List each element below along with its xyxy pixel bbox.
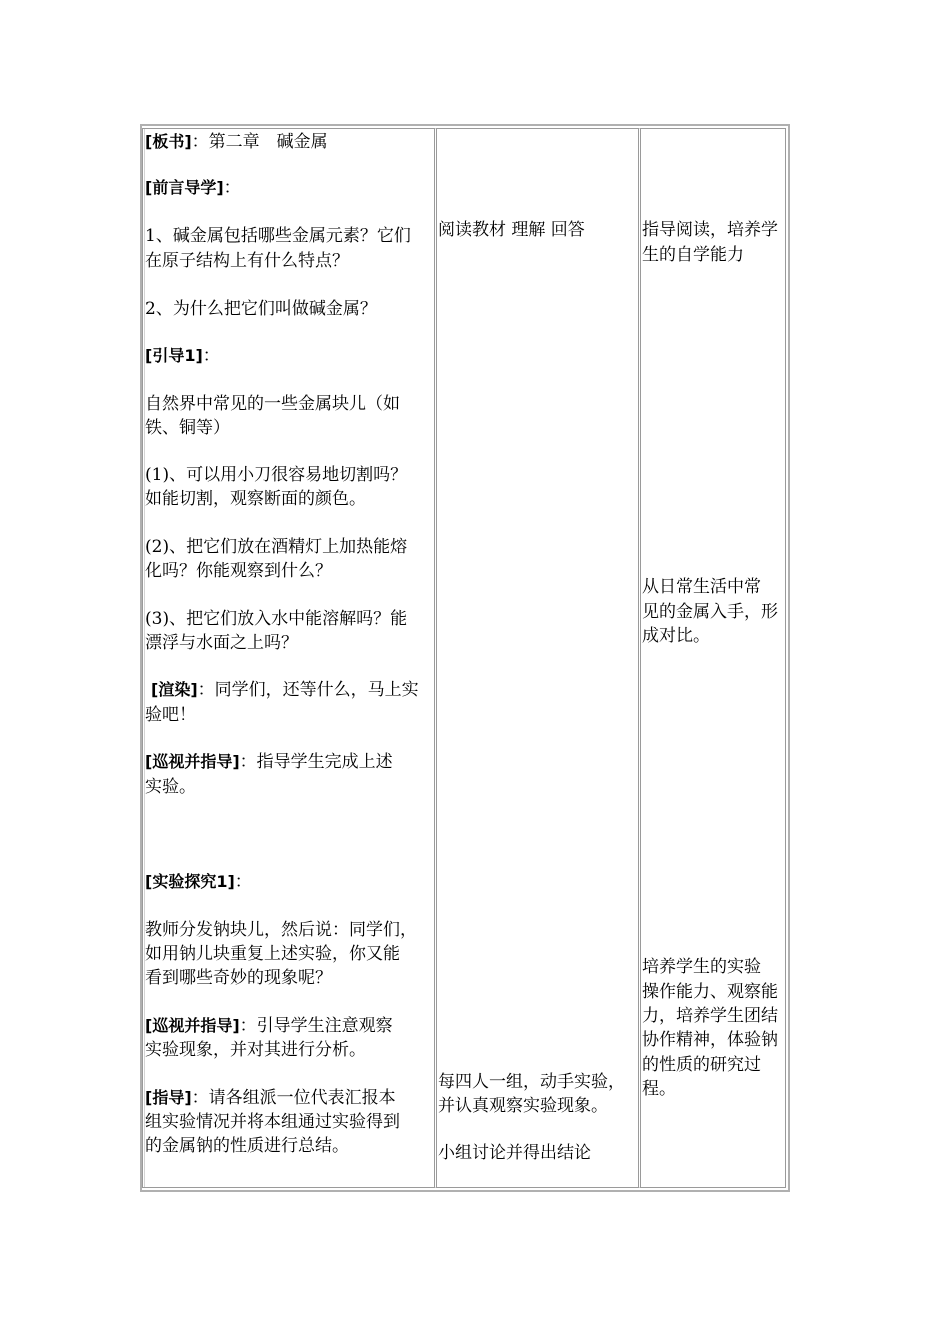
student-experiment-line-2: 并认真观察实验现象。: [438, 1096, 608, 1116]
guide-1-colon: ：: [202, 346, 220, 366]
render-line: [151, 678, 419, 702]
patrol-guide-2-line-2: 实验现象，并对其进行分析。: [145, 1040, 366, 1060]
experiment-1-line: [145, 870, 252, 894]
preface-guide-line: [145, 176, 241, 200]
sub-question-1-line-1: (1)、可以用小刀很容易地切割吗？: [145, 465, 408, 485]
board-writing-text: ：第二章 碱金属: [191, 132, 328, 152]
intent-experiment-line-3: 力，培养学生团结: [642, 1006, 778, 1026]
guide-1-text-line-2: 铁、铜等）: [145, 418, 230, 438]
patrol-guide-text: ：指导学生完成上述: [239, 752, 393, 772]
column-student-activity: [436, 128, 639, 1188]
instruct-text: ：请各组派一位代表汇报本: [191, 1088, 396, 1108]
question-2: 2、为什么把它们叫做碱金属？: [145, 299, 377, 319]
intent-daily-life-line-3: 成对比。: [642, 626, 710, 646]
student-experiment-line-1: 每四人一组，动手实验，: [438, 1072, 625, 1092]
patrol-guide-line: [145, 750, 393, 774]
experiment-1-text-line-3: 看到哪些奇妙的现象呢？: [145, 968, 332, 988]
patrol-guide-2-text: ：引导学生注意观察: [239, 1016, 393, 1036]
preface-guide-tag: [前言导学]: [145, 178, 224, 197]
guide-1-line: [145, 344, 220, 368]
guide-1-text-line-1: 自然界中常见的一些金属块儿（如: [145, 394, 400, 414]
experiment-1-colon: ：: [234, 872, 252, 892]
intent-reading-line-2: 生的自学能力: [642, 245, 744, 265]
intent-experiment-line-1: 培养学生的实验: [642, 957, 761, 977]
sub-question-2-line-2: 化吗？你能观察到什么？: [145, 561, 332, 581]
student-discussion: 小组讨论并得出结论: [438, 1143, 591, 1163]
experiment-1-tag: [实验探究1]: [145, 872, 235, 891]
preface-guide-colon: ：: [223, 178, 241, 198]
sub-question-3-line-2: 漂浮与水面之上吗？: [145, 633, 298, 653]
patrol-guide-line-2: 实验。: [145, 777, 196, 797]
patrol-guide-2-line: [145, 1014, 393, 1038]
render-line-2: 验吧！: [145, 705, 196, 725]
experiment-1-text-line-2: 如用钠儿块重复上述实验，你又能: [145, 944, 400, 964]
sub-question-3-line-1: (3)、把它们放入水中能溶解吗？能: [145, 609, 408, 629]
patrol-guide-tag: [巡视并指导]: [145, 752, 240, 771]
board-writing-line: [145, 130, 328, 154]
intent-daily-life-line-1: 从日常生活中常: [642, 577, 761, 597]
sub-question-1-line-2: 如能切割，观察断面的颜色。: [145, 489, 366, 509]
sub-question-2-line-1: (2)、把它们放在酒精灯上加热能熔: [145, 537, 408, 557]
instruct-line-3: 的金属钠的性质进行总结。: [145, 1136, 349, 1156]
intent-experiment-line-5: 的性质的研究过: [642, 1055, 761, 1075]
question-1-line-2: 在原子结构上有什么特点？: [145, 251, 349, 271]
patrol-guide-2-tag: [巡视并指导]: [145, 1016, 240, 1035]
intent-reading-line-1: 指导阅读，培养学: [642, 220, 778, 240]
intent-experiment-line-6: 程。: [642, 1079, 676, 1099]
instruct-line-2: 组实验情况并将本组通过实验得到: [145, 1112, 400, 1132]
render-tag: [渲染]: [151, 680, 198, 699]
intent-daily-life-line-2: 见的金属入手，形: [642, 602, 778, 622]
question-1-line-1: 1、碱金属包括哪些金属元素？它们: [145, 226, 411, 246]
intent-experiment-line-2: 操作能力、观察能: [642, 982, 778, 1002]
instruct-line: [145, 1086, 396, 1110]
experiment-1-text-line-1: 教师分发钠块儿，然后说：同学们，: [145, 920, 417, 940]
guide-1-tag: [引导1]: [145, 346, 203, 365]
intent-experiment-line-4: 协作精神，体验钠: [642, 1030, 778, 1050]
student-read-answer: 阅读教材 理解 回答: [438, 220, 585, 240]
board-writing-tag: [板书]: [145, 132, 192, 151]
instruct-tag: [指导]: [145, 1088, 192, 1107]
render-text: ：同学们，还等什么，马上实: [197, 680, 419, 700]
